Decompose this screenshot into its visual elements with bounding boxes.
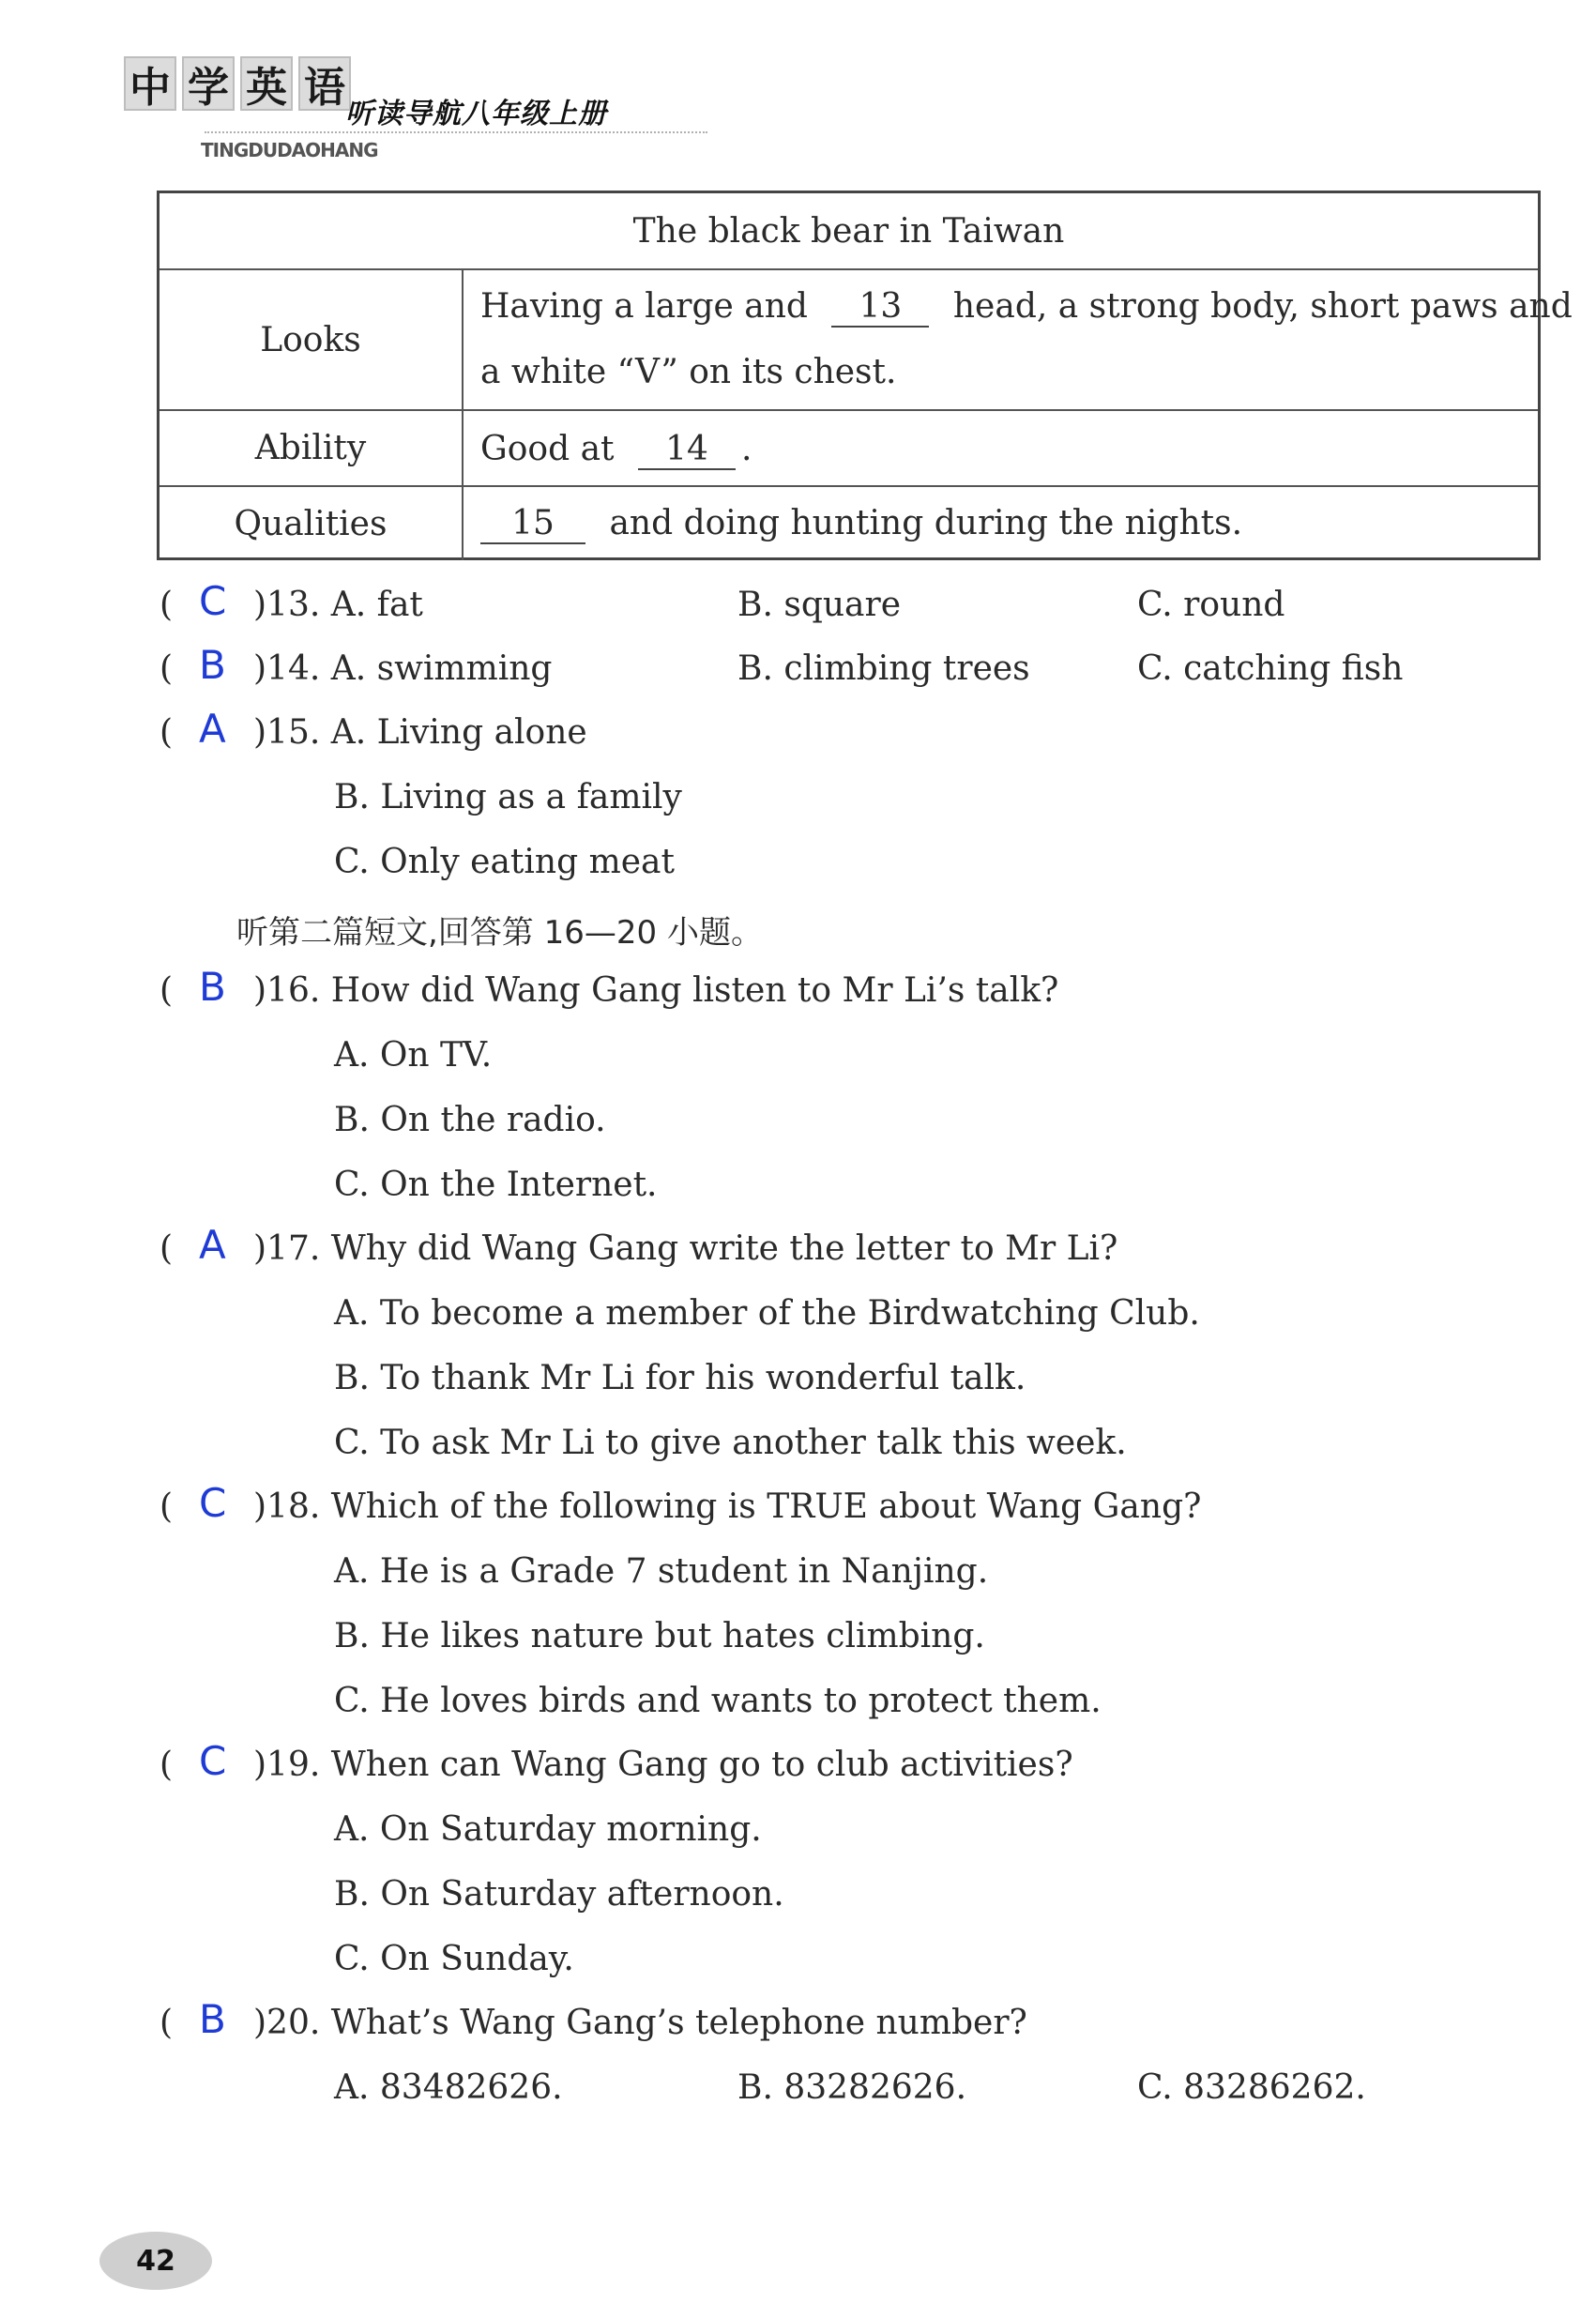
question-stem: )14. A. swimming xyxy=(253,649,553,688)
option-c: C. To ask Mr Li to give another talk this week. xyxy=(334,1424,1127,1462)
answer-14: B xyxy=(199,642,226,688)
option-c: C. On the Internet. xyxy=(334,1166,658,1204)
question-stem: )19. When can Wang Gang go to club activities? xyxy=(253,1746,1073,1784)
option-a: A. To become a member of the Birdwatching Club. xyxy=(334,1294,1200,1333)
option-c: C. On Sunday. xyxy=(334,1940,574,1978)
ability-text-after: . xyxy=(740,430,752,468)
answer-19: C xyxy=(199,1738,227,1784)
option-b: B. square xyxy=(737,586,902,624)
section-instruction: 听第二篇短文,回答第 16—20 小题。 xyxy=(236,914,763,952)
option-a: A. 83482626. xyxy=(334,2068,563,2107)
option-c: C. Only eating meat xyxy=(334,843,675,881)
option-a: A. On Saturday morning. xyxy=(334,1810,762,1849)
bear-info-table xyxy=(157,191,1573,560)
book-logo xyxy=(124,56,351,111)
blank-13: 13 xyxy=(831,288,929,328)
option-b: B. 83282626. xyxy=(737,2068,967,2107)
blank-14: 14 xyxy=(638,431,736,470)
question-stem: )15. A. Living alone xyxy=(253,713,587,752)
question-stem: )17. Why did Wang Gang write the letter to Mr Li? xyxy=(253,1229,1118,1268)
blank-15: 15 xyxy=(480,505,585,544)
option-c: C. 83286262. xyxy=(1137,2068,1366,2107)
option-b: B. climbing trees xyxy=(737,649,1030,688)
answer-13: C xyxy=(199,578,227,624)
open-paren: ( xyxy=(160,713,174,752)
answer-18: C xyxy=(199,1480,227,1526)
open-paren: ( xyxy=(160,1487,174,1526)
question-stem: )16. How did Wang Gang listen to Mr Li’s talk? xyxy=(253,971,1059,1010)
open-paren: ( xyxy=(160,649,174,688)
option-c: C. He loves birds and wants to protect them. xyxy=(334,1682,1102,1720)
book-header xyxy=(124,45,687,161)
looks-line2: a white “V” on its chest. xyxy=(480,353,897,391)
logo-char: 语 xyxy=(298,56,351,111)
book-pinyin: TINGDUDAOHANG xyxy=(201,139,378,161)
qualities-label: Qualities xyxy=(160,487,464,560)
open-paren: ( xyxy=(160,2004,174,2042)
ability-label: Ability xyxy=(160,411,464,485)
option-b: B. Living as a family xyxy=(334,778,682,816)
option-b: B. He likes nature but hates climbing. xyxy=(334,1617,985,1655)
logo-char: 学 xyxy=(182,56,235,111)
open-paren: ( xyxy=(160,1746,174,1784)
option-a: A. On TV. xyxy=(334,1036,493,1075)
page-number: 42 xyxy=(99,2232,212,2290)
option-c: C. round xyxy=(1137,586,1285,624)
logo-char: 中 xyxy=(124,56,176,111)
looks-text-before: Having a large and xyxy=(480,287,808,326)
answer-16: B xyxy=(199,964,226,1010)
option-c: C. catching fish xyxy=(1137,649,1404,688)
table-title-row xyxy=(160,193,1538,270)
ability-content xyxy=(464,411,1538,485)
answer-17: A xyxy=(199,1222,226,1268)
answer-20: B xyxy=(199,1996,226,2042)
looks-content xyxy=(464,270,1573,409)
answer-15: A xyxy=(199,706,226,752)
looks-text-after: head, a strong body, short paws and xyxy=(952,287,1573,326)
table-row-looks xyxy=(160,270,1573,411)
table-row-qualities xyxy=(160,487,1538,560)
header-divider xyxy=(205,131,707,133)
question-stem: )18. Which of the following is TRUE about Wang Gang? xyxy=(253,1487,1202,1526)
option-b: B. On the radio. xyxy=(334,1101,606,1139)
option-b: B. On Saturday afternoon. xyxy=(334,1875,784,1914)
question-stem: )20. What’s Wang Gang’s telephone number? xyxy=(253,2004,1027,2042)
qualities-text-after: and doing hunting during the nights. xyxy=(609,504,1243,542)
option-b: B. To thank Mr Li for his wonderful talk. xyxy=(334,1359,1026,1397)
ability-text-before: Good at xyxy=(480,430,615,468)
looks-label: Looks xyxy=(160,270,464,409)
table-title: The black bear in Taiwan xyxy=(632,211,1065,251)
table-row-ability xyxy=(160,411,1538,487)
open-paren: ( xyxy=(160,1229,174,1268)
logo-char: 英 xyxy=(240,56,293,111)
qualities-content xyxy=(464,487,1538,560)
book-subtitle: 听读导航八年级上册 xyxy=(345,98,607,130)
question-stem: )13. A. fat xyxy=(253,586,423,624)
option-a: A. He is a Grade 7 student in Nanjing. xyxy=(334,1552,989,1591)
open-paren: ( xyxy=(160,971,174,1010)
open-paren: ( xyxy=(160,586,174,624)
